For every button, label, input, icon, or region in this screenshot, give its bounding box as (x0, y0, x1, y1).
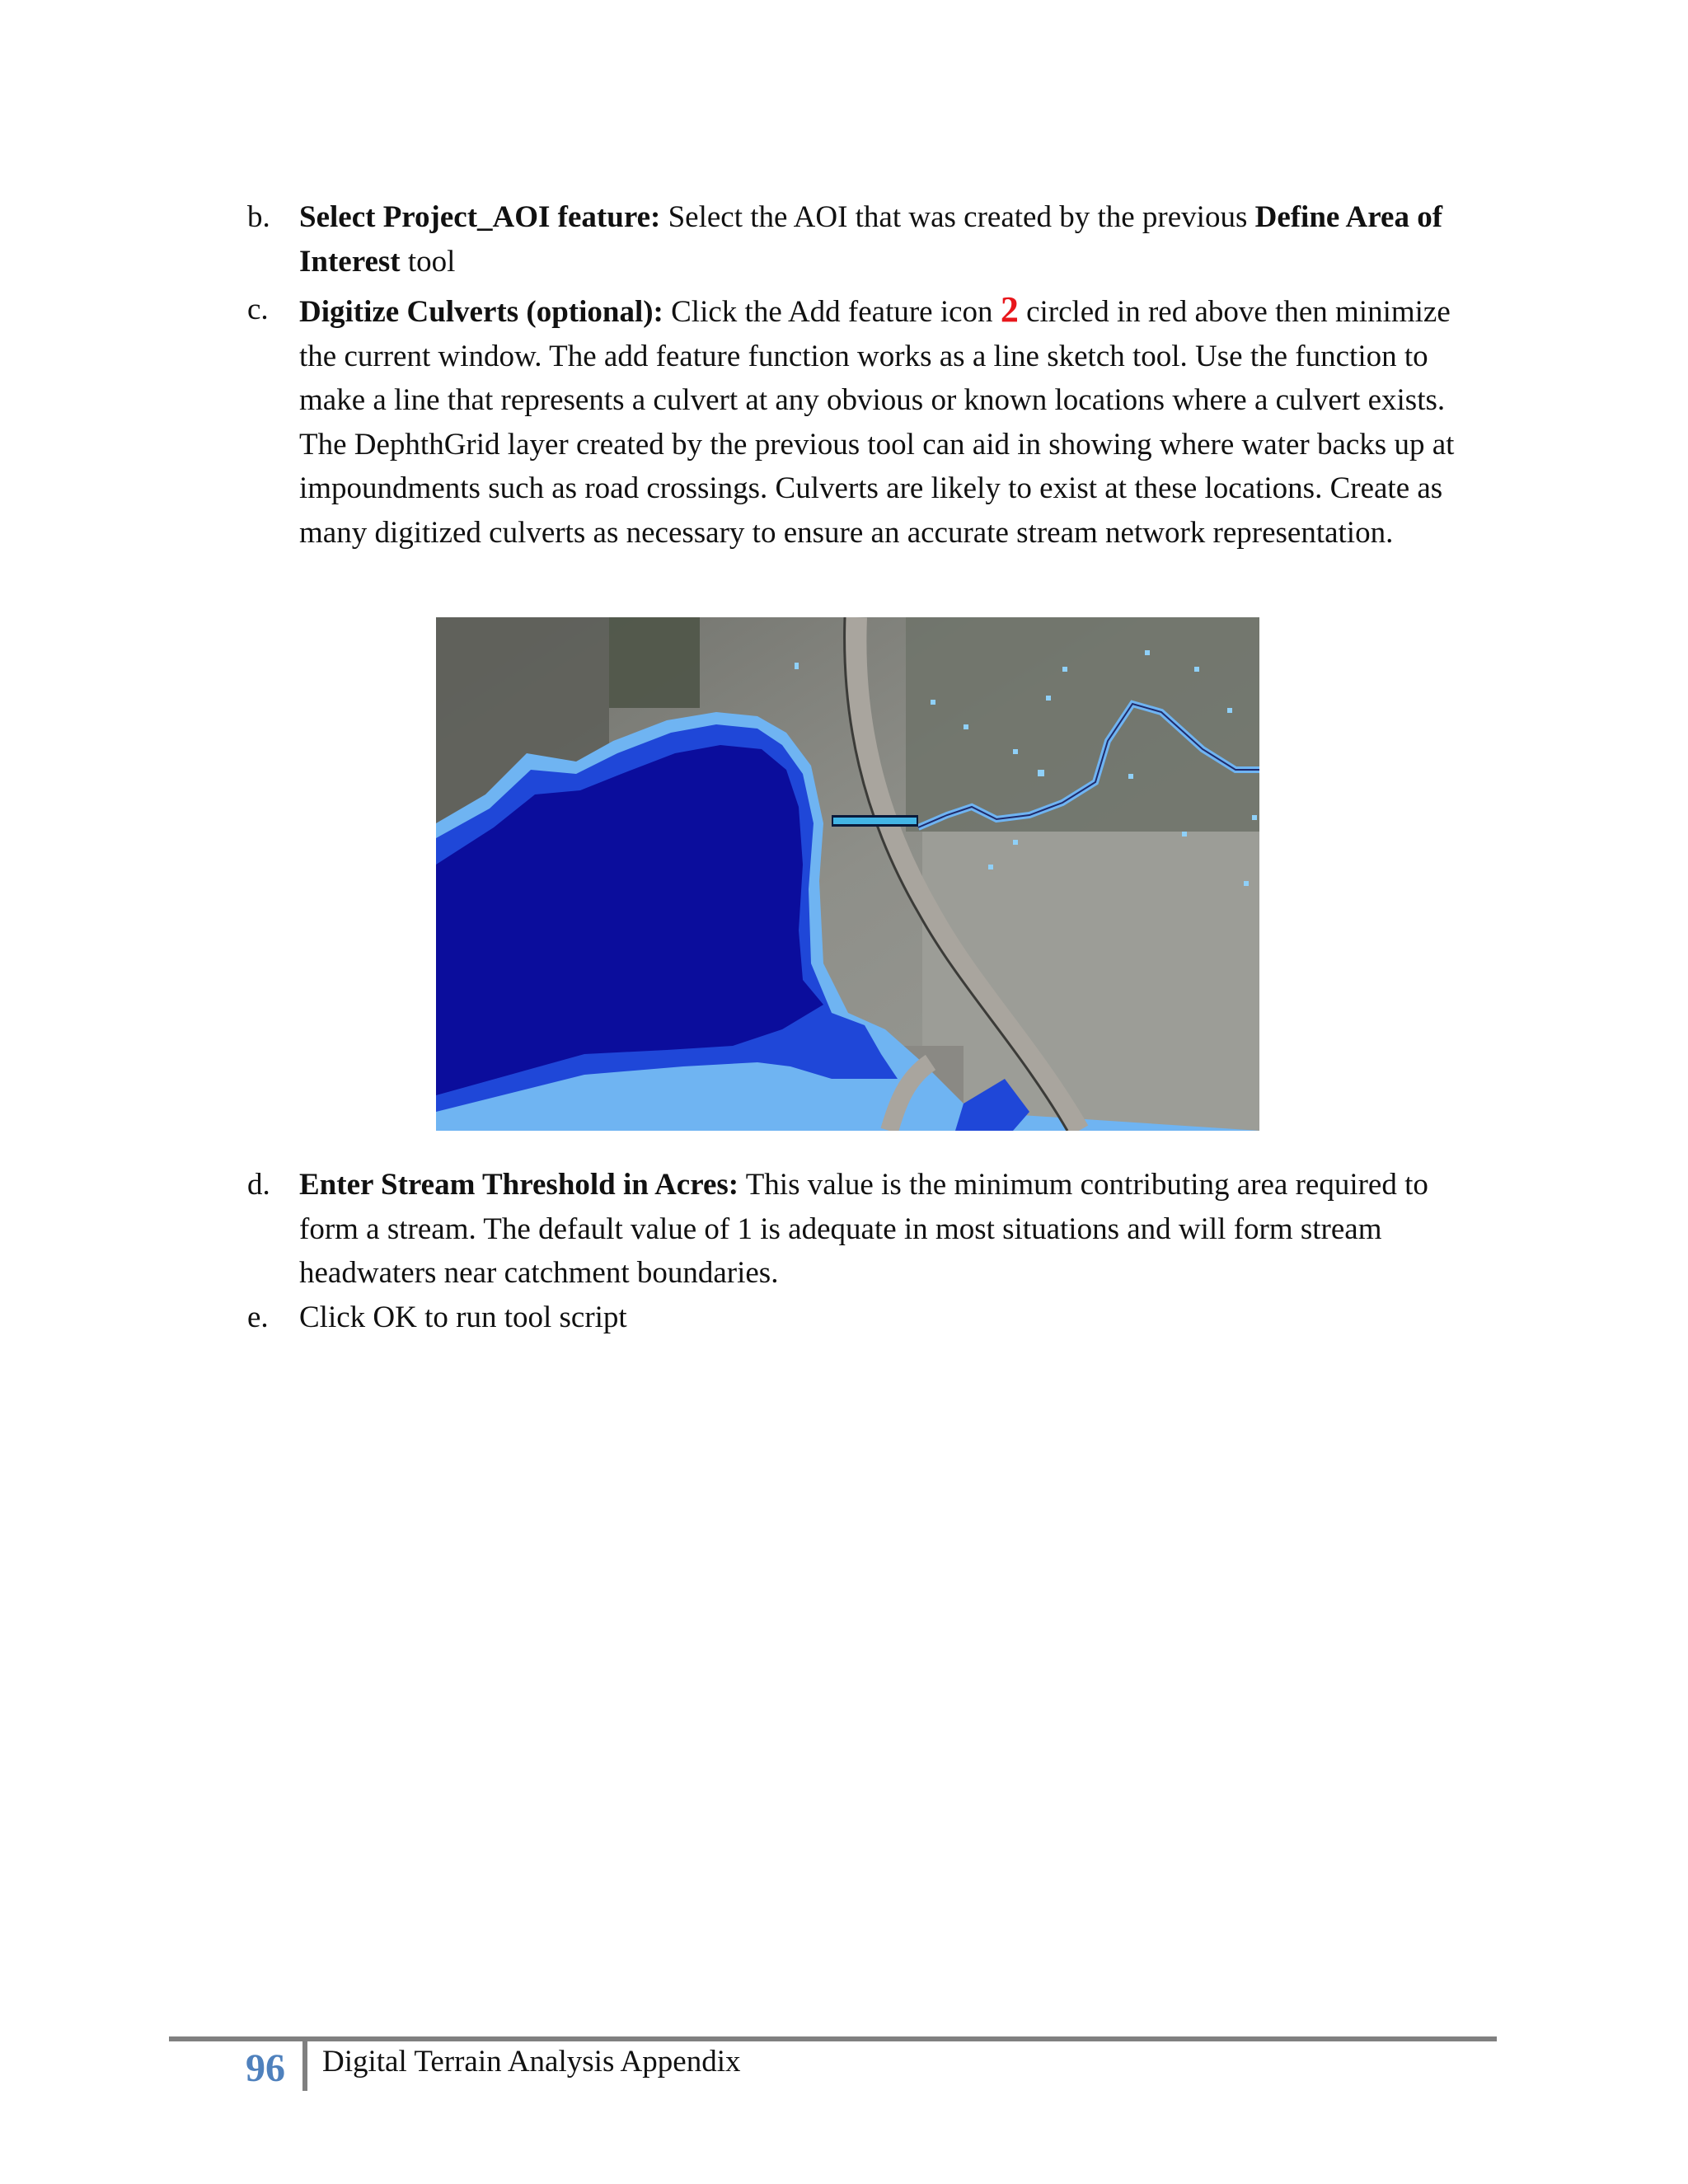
step-text: This value is the minimum contributing area required to form a stream. The default value of 1 is adequate in most situations and will form stream headwaters near catchment boundaries. (299, 1168, 1428, 1290)
depth-grid-aerial-image (436, 617, 1259, 1131)
list-item-d (247, 1163, 1484, 1296)
list-item-text (299, 288, 1484, 555)
list-item-e (247, 1296, 1484, 1340)
footer-rule (169, 2036, 1497, 2041)
step-text: tool (400, 244, 456, 279)
page-number: 96 (246, 2046, 285, 2090)
tree-cluster (609, 617, 700, 708)
list-item-b (247, 195, 1484, 284)
list-marker: e. (247, 1301, 269, 1334)
step-text: circled in red above then minimize the current window. The add feature function works as a line sketch tool. Use the function to make a line that represents a culvert at any obvious or known locations where a culvert exists. The DephthGrid layer created by the previous tool can aid in showing where water backs up at impoundments such as road crossings. Culverts are likely to exist at these locations. Create as many digitized culverts as necessary to ensure an accurate stream network representation. (299, 295, 1455, 550)
step-title: Select Project_AOI feature: (299, 200, 661, 234)
step-text: Click the Add feature icon (663, 295, 1001, 329)
list-item-text (299, 1296, 1484, 1340)
step-title: Enter Stream Threshold in Acres: (299, 1168, 739, 1202)
tool-name: Define Area of Interest (299, 200, 1443, 279)
list-item-text (299, 1163, 1484, 1296)
list-item-text (299, 195, 1484, 284)
red-callout-number: 2 (1000, 289, 1019, 330)
culvert-line (833, 818, 917, 824)
list-marker: c. (247, 293, 269, 326)
step-text: Click OK to run tool script (299, 1301, 627, 1334)
list-item-c (247, 288, 1484, 555)
step-title: Digitize Culverts (optional): (299, 295, 663, 329)
footer-title: Digital Terrain Analysis Appendix (322, 2045, 741, 2079)
list-marker: d. (247, 1168, 270, 1202)
list-marker: b. (247, 200, 270, 234)
depth-grid-map (436, 617, 1259, 1131)
footer-divider (302, 2041, 307, 2091)
farmstead-area (906, 617, 1259, 832)
step-text: Select the AOI that was created by the previous (660, 200, 1255, 234)
